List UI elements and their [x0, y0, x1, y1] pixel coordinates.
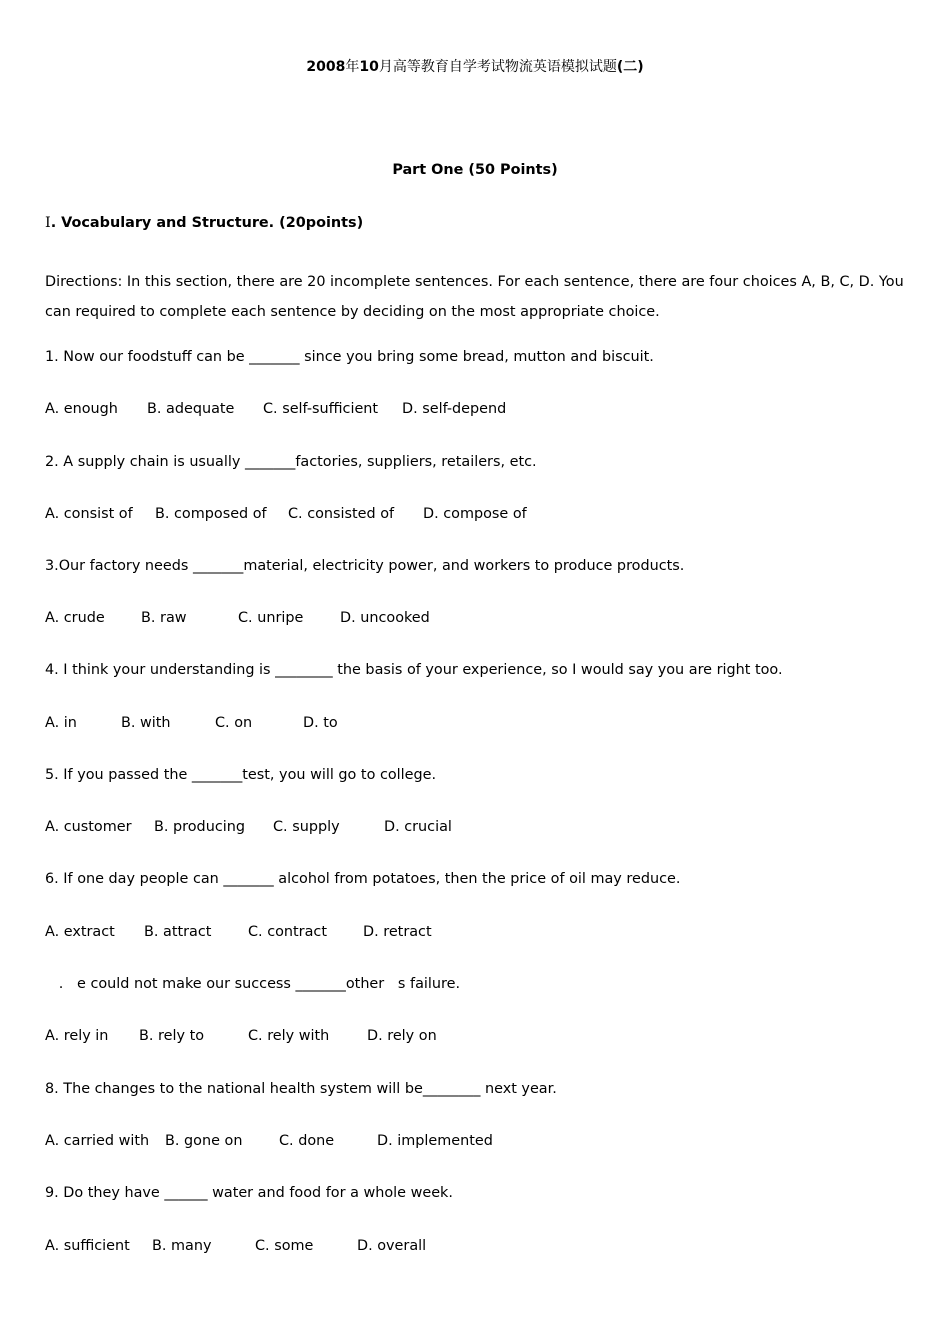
question-stem-3: 3.Our factory needs _______material, electricity power, and workers to produce products. [45, 558, 685, 574]
option-d: D. implemented [377, 1133, 493, 1149]
section-title: . Vocabulary and Structure. (20points) [50, 215, 364, 231]
title-nian: 年 [345, 59, 360, 75]
question-stem-8: 8. The changes to the national health system will be________ next year. [45, 1081, 557, 1097]
option-a: A. rely in [45, 1028, 109, 1044]
option-c: C. rely with [248, 1028, 330, 1044]
option-a: A. in [45, 715, 77, 731]
option-b: B. with [121, 715, 171, 731]
option-d: D. to [303, 715, 338, 731]
question-options-7 [45, 1028, 437, 1044]
option-d: D. uncooked [340, 610, 430, 626]
section-roman-numeral: Ⅰ [45, 215, 51, 231]
option-c: C. unripe [238, 610, 304, 626]
option-b: B. composed of [155, 506, 267, 522]
option-b: B. gone on [165, 1133, 243, 1149]
option-d: D. crucial [384, 819, 452, 835]
option-d: D. self-depend [402, 401, 507, 417]
question-stem-1: 1. Now our foodstuff can be _______ since you bring some bread, mutton and biscuit. [45, 349, 654, 365]
question-stem-7: . e could not make our success _______other s failure. [45, 976, 461, 992]
question-options-8 [45, 1133, 493, 1149]
option-b: B. producing [154, 819, 245, 835]
option-d: D. rely on [367, 1028, 437, 1044]
option-a: A. enough [45, 401, 118, 417]
question-options-6 [45, 924, 432, 940]
title-paren: (二) [616, 59, 644, 75]
question-options-2 [45, 506, 527, 522]
question-stem-5: 5. If you passed the _______test, you will go to college. [45, 767, 437, 783]
option-d: D. retract [363, 924, 432, 940]
question-options-9 [45, 1238, 426, 1254]
option-a: A. carried with [45, 1133, 150, 1149]
title-month: 10 [359, 59, 379, 75]
question-options-5 [45, 819, 452, 835]
option-c: C. some [255, 1238, 314, 1254]
option-c: C. done [279, 1133, 335, 1149]
option-b: B. rely to [139, 1028, 205, 1044]
option-a: A. crude [45, 610, 105, 626]
option-b: B. many [152, 1238, 212, 1254]
option-a: A. customer [45, 819, 132, 835]
title-year: 2008 [306, 59, 346, 75]
option-c: C. supply [273, 819, 340, 835]
option-a: A. sufficient [45, 1238, 130, 1254]
question-options-4 [45, 715, 338, 731]
option-a: A. consist of [45, 506, 133, 522]
option-d: D. compose of [423, 506, 527, 522]
question-options-3 [45, 610, 430, 626]
option-c: C. contract [248, 924, 327, 940]
title-rest: 月高等教育自学考试物流英语模拟试题 [378, 59, 617, 75]
option-b: B. raw [141, 610, 187, 626]
option-b: B. adequate [147, 401, 235, 417]
question-stem-9: 9. Do they have ______ water and food for a whole week. [45, 1185, 453, 1201]
part-heading: Part One (50 Points) [392, 162, 558, 178]
question-stem-6: 6. If one day people can _______ alcohol from potatoes, then the price of oil may reduce. [45, 871, 681, 887]
directions-text: Directions: In this section, there are 20 incomplete sentences. For each sentence, there are four choices A, B, C, D. You can required to complete each sentence by deciding on the most appropriate choice. [45, 274, 904, 320]
option-c: C. self-sufficient [263, 401, 379, 417]
question-options-1 [45, 401, 506, 417]
option-c: C. consisted of [288, 506, 395, 522]
option-c: C. on [215, 715, 253, 731]
option-b: B. attract [144, 924, 212, 940]
question-stem-4: 4. I think your understanding is ________ the basis of your experience, so I would say you are right too. [45, 662, 783, 678]
option-a: A. extract [45, 924, 115, 940]
document-title [0, 56, 950, 76]
section-heading [45, 215, 363, 231]
option-d: D. overall [357, 1238, 427, 1254]
question-stem-2: 2. A supply chain is usually _______factories, suppliers, retailers, etc. [45, 454, 537, 470]
